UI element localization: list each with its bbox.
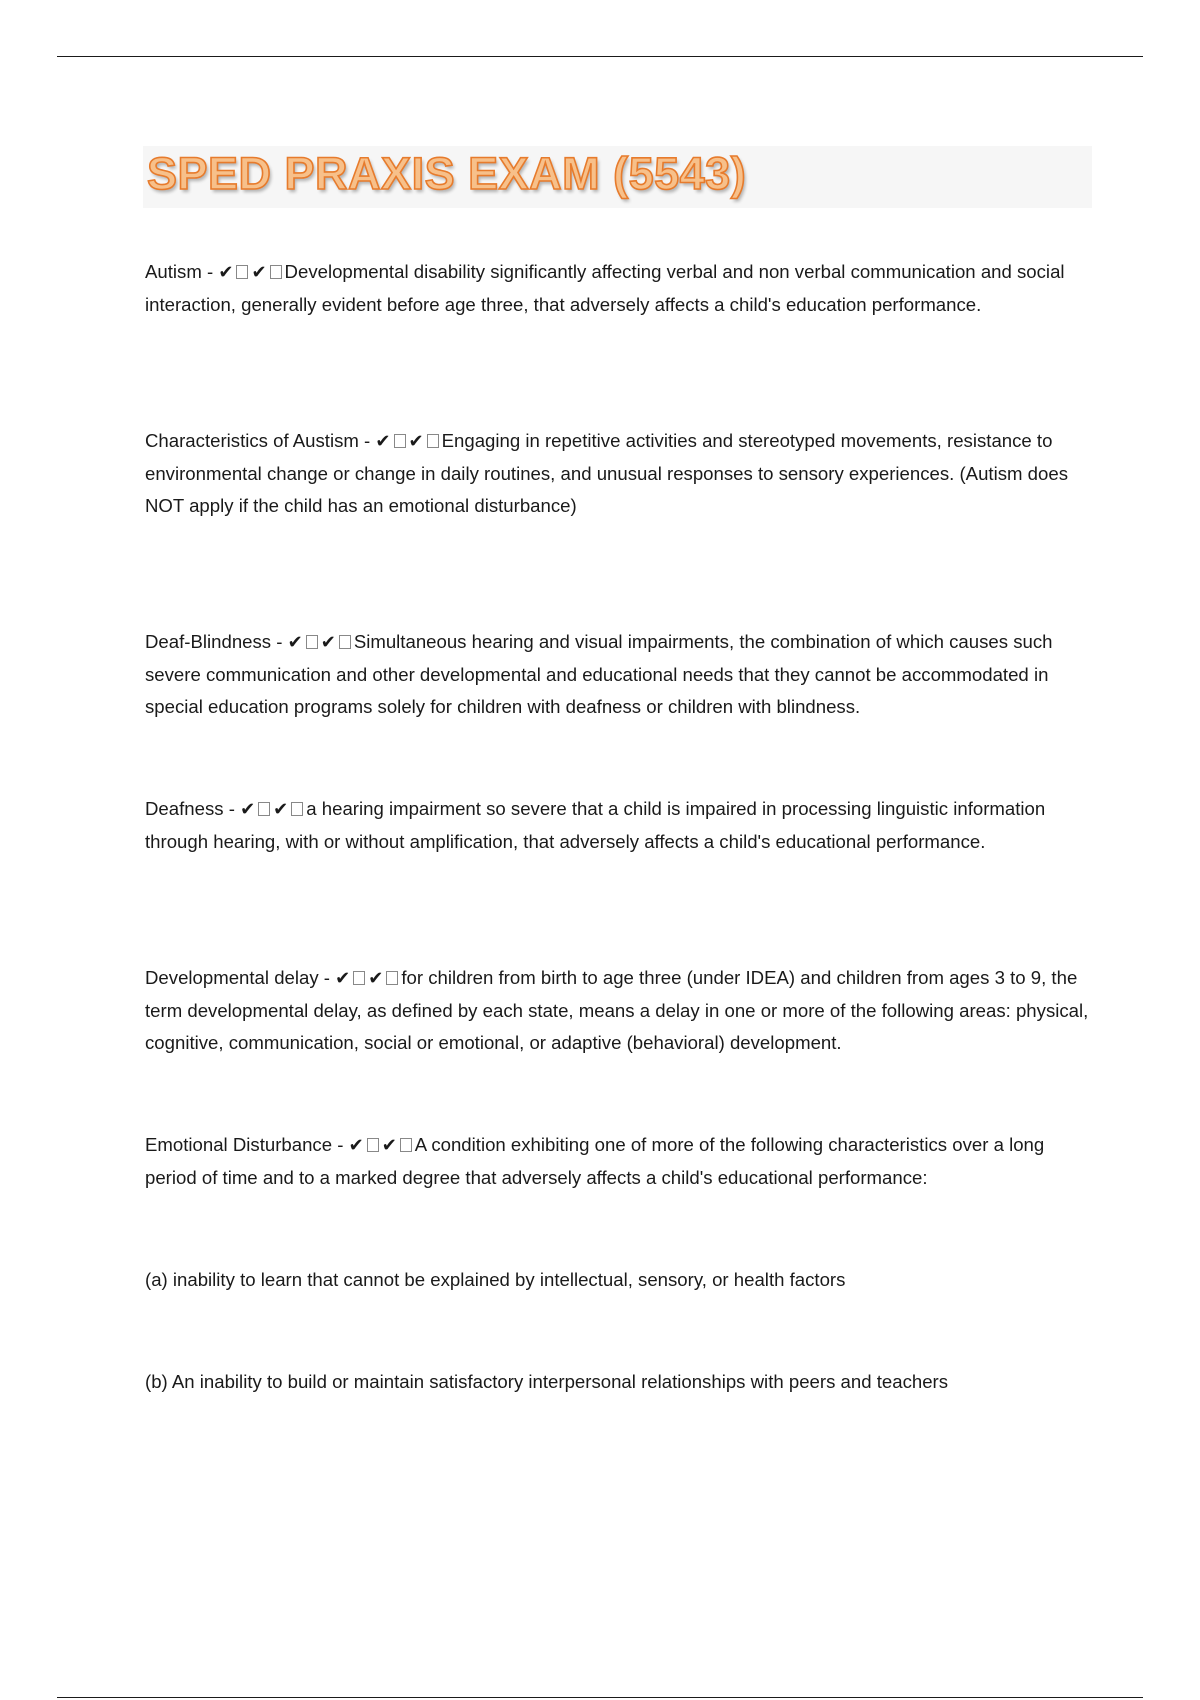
entry-definition: Engaging in repetitive activities and stereotyped movements, resistance to environmental change or change in daily routines, and unusual responses to sensory experiences. (Autism does NOT apply if the child has an emotional disturbance) <box>145 430 1068 516</box>
footer-rule <box>57 1697 1143 1698</box>
entry-term: Characteristics of Austism - <box>145 430 376 451</box>
entry-characteristics-of-autism <box>145 425 1095 522</box>
entry-term: Emotional Disturbance - <box>145 1134 349 1155</box>
entry-term: Developmental delay - <box>145 967 336 988</box>
missing-glyph-icon <box>306 635 318 649</box>
entry-developmental-delay <box>145 962 1095 1059</box>
check-mark-icon: ✔ <box>335 968 351 989</box>
check-mark-icon: ✔ <box>381 1135 397 1156</box>
header-rule <box>57 56 1143 57</box>
entry-deaf-blindness <box>145 626 1095 723</box>
title-banner <box>143 146 1092 208</box>
missing-glyph-icon <box>394 434 406 448</box>
check-mark-icon: ✔ <box>348 1135 364 1156</box>
check-mark-icon: ✔ <box>368 968 384 989</box>
entry-deafness <box>145 793 1095 858</box>
check-mark-icon: ✔ <box>287 632 303 653</box>
check-mark-icon: ✔ <box>273 799 289 820</box>
entry-definition: Simultaneous hearing and visual impairments, the combination of which causes such severe communication and other developmental and educational needs that they cannot be accommodated in special education programs solely for children with deafness or children with blindness. <box>145 631 1053 717</box>
entry-term: Autism - <box>145 261 219 282</box>
missing-glyph-icon <box>400 1138 412 1152</box>
entry-definition: for children from birth to age three (under IDEA) and children from ages 3 to 9, the term developmental delay, as defined by each state, means a delay in one or more of the following areas: physical, cognitive, communication, social or emotional, or adaptive (behavioral) development. <box>145 967 1089 1053</box>
entry-autism <box>145 256 1095 321</box>
missing-glyph-icon <box>367 1138 379 1152</box>
missing-glyph-icon <box>270 265 282 279</box>
missing-glyph-icon <box>339 635 351 649</box>
check-mark-icon: ✔ <box>240 799 256 820</box>
missing-glyph-icon <box>353 971 365 985</box>
missing-glyph-icon <box>236 265 248 279</box>
document-body <box>145 256 1095 1398</box>
check-mark-icon: ✔ <box>320 632 336 653</box>
missing-glyph-icon <box>291 802 303 816</box>
list-item: (b) An inability to build or maintain satisfactory interpersonal relationships with peers and teachers <box>145 1371 949 1392</box>
entry-definition: Developmental disability significantly affecting verbal and non verbal communication and social interaction, generally evident before age three, that adversely affects a child's education performance. <box>145 261 1065 315</box>
list-item: (a) inability to learn that cannot be explained by intellectual, sensory, or health factors <box>145 1269 846 1290</box>
missing-glyph-icon <box>386 971 398 985</box>
entry-definition: a hearing impairment so severe that a child is impaired in processing linguistic information through hearing, with or without amplification, that adversely affects a child's educational performance. <box>145 798 1046 852</box>
document-title: SPED PRAXIS EXAM (5543) <box>147 148 747 199</box>
entry-term: Deaf-Blindness - <box>145 631 288 652</box>
missing-glyph-icon <box>258 802 270 816</box>
check-mark-icon: ✔ <box>251 262 267 283</box>
entry-emotional-disturbance <box>145 1129 1095 1194</box>
check-mark-icon: ✔ <box>218 262 234 283</box>
check-mark-icon: ✔ <box>375 431 391 452</box>
entry-term: Deafness - <box>145 798 241 819</box>
entry-definition: A condition exhibiting one of more of the following characteristics over a long period of time and to a marked degree that adversely affects a child's educational performance: <box>145 1134 1045 1188</box>
missing-glyph-icon <box>427 434 439 448</box>
check-mark-icon: ✔ <box>408 431 424 452</box>
